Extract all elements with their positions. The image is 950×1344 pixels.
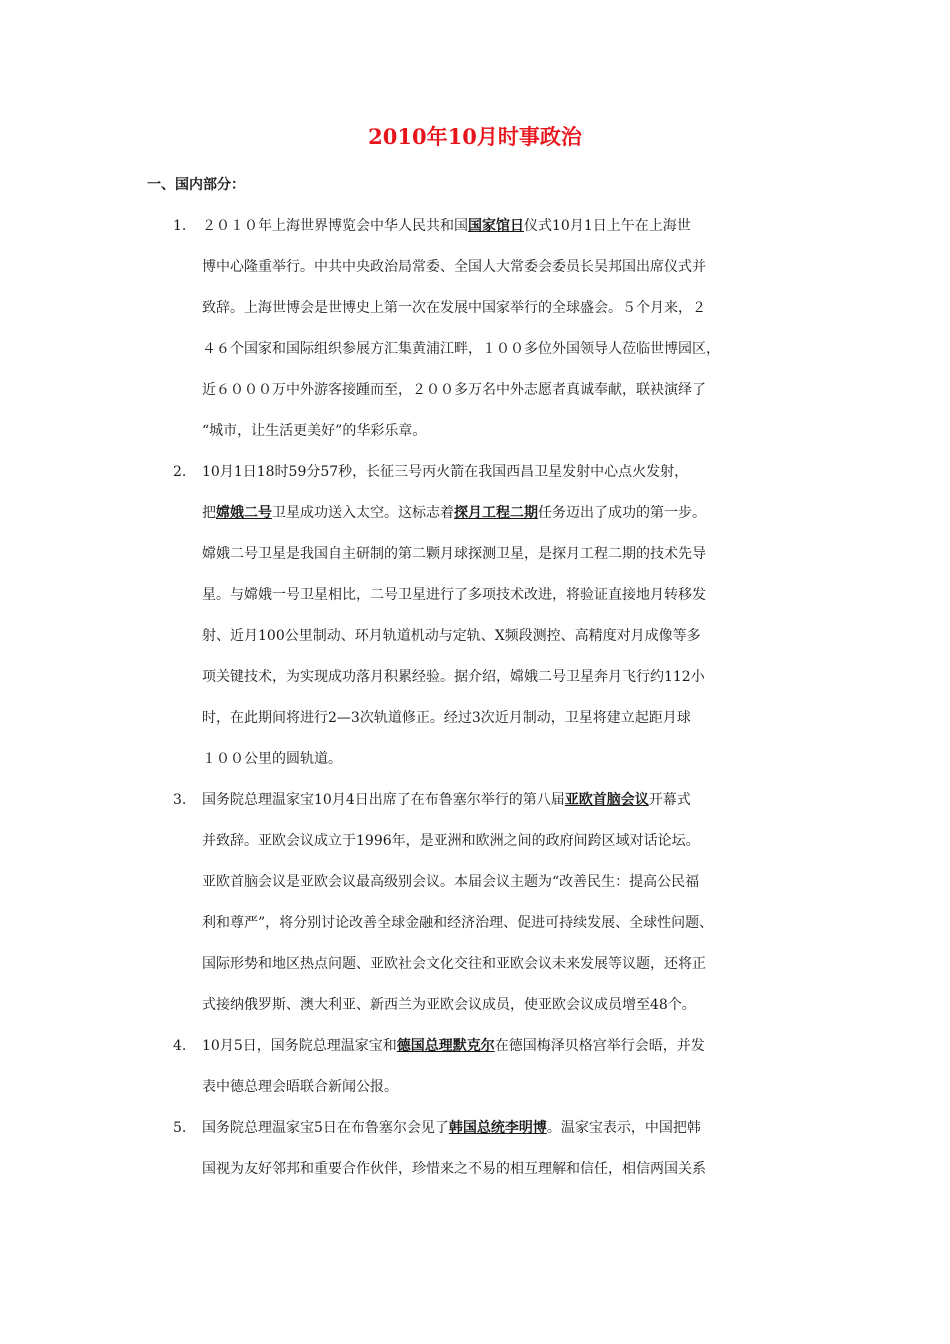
text-segment: 射、近月100公里制动、环月轨道机动与定轨、X频段测控、高精度对月成像等多 xyxy=(202,628,701,644)
list-item xyxy=(0,452,950,780)
text-segment: 表中德总理会晤联合新闻公报。 xyxy=(202,1079,398,1095)
section-heading: 一、国内部分： xyxy=(147,177,245,193)
news-item-list xyxy=(0,206,950,1190)
list-item xyxy=(0,780,950,1026)
text-segment: 仪式10月1日上午在上海世 xyxy=(524,218,691,234)
item-text-line xyxy=(202,329,822,370)
text-segment: 星。与嫦娥一号卫星相比，二号卫星进行了多项技术改进，将验证直接地月转移发 xyxy=(202,587,706,603)
list-item xyxy=(0,206,950,452)
text-segment: 国务院总理温家宝10月4日出席了在布鲁塞尔举行的第八届 xyxy=(202,792,565,808)
text-segment: 近６０００万中外游客接踵而至，２００多万名中外志愿者真诚奉献，联袂演绎了 xyxy=(202,382,706,398)
text-segment: 10月5日，国务院总理温家宝和 xyxy=(202,1038,397,1054)
text-segment: ２０１０年上海世界博览会中华人民共和国 xyxy=(202,218,468,234)
text-segment: 并致辞。亚欧会议成立于1996年，是亚洲和欧洲之间的政府间跨区域对话论坛。 xyxy=(202,833,700,849)
text-segment: “城市，让生活更美好”的华彩乐章。 xyxy=(202,423,427,439)
item-text-line xyxy=(202,780,822,821)
item-number: 4. xyxy=(173,1038,187,1054)
highlighted-term: 国家馆日 xyxy=(468,218,524,234)
text-segment: 项关键技术，为实现成功落月积累经验。据介绍，嫦娥二号卫星奔月飞行约112小 xyxy=(202,669,705,685)
item-text-line xyxy=(202,739,822,780)
text-segment: 亚欧首脑会议是亚欧会议最高级别会议。本届会议主题为“改善民生：提高公民福 xyxy=(202,874,700,890)
item-text-line xyxy=(202,1026,822,1067)
item-number: 5. xyxy=(173,1120,187,1136)
text-segment: 把 xyxy=(202,505,216,521)
document-title: 2010年10月时事政治 xyxy=(368,124,582,149)
text-segment: 利和尊严”，将分别讨论改善全球金融和经济治理、促进可持续发展、全球性问题、 xyxy=(202,915,714,931)
text-segment: 国务院总理温家宝5日在布鲁塞尔会见了 xyxy=(202,1120,449,1136)
highlighted-term: 德国总理默克尔 xyxy=(396,1038,495,1054)
text-segment: 时，在此期间将进行2—3次轨道修正。经过3次近月制动，卫星将建立起距月球 xyxy=(202,710,691,726)
text-segment: 10月1日18时59分57秒，长征三号丙火箭在我国西昌卫星发射中心点火发射， xyxy=(202,464,689,480)
text-segment: 国视为友好邻邦和重要合作伙伴，珍惜来之不易的相互理解和信任，相信两国关系 xyxy=(202,1161,706,1177)
item-text-line xyxy=(202,452,822,493)
item-text-line xyxy=(202,493,822,534)
item-text-line xyxy=(202,821,822,862)
list-item xyxy=(0,1108,950,1190)
item-text-line xyxy=(202,411,822,452)
item-text-line xyxy=(202,534,822,575)
item-number: 2. xyxy=(173,464,187,480)
item-number: 1. xyxy=(173,218,187,234)
text-segment: 任务迈出了成功的第一步。 xyxy=(538,505,706,521)
item-text-line xyxy=(202,206,822,247)
text-segment: 在德国梅泽贝格宫举行会晤，并发 xyxy=(494,1038,705,1054)
text-segment: ４６个国家和国际组织参展方汇集黄浦江畔，１００多位外国领导人莅临世博园区， xyxy=(202,341,720,357)
text-segment: 致辞。上海世博会是世博史上第一次在发展中国家举行的全球盛会。５个月来，２ xyxy=(202,300,706,316)
text-segment: 卫星成功送入太空。这标志着 xyxy=(272,505,454,521)
item-text-line xyxy=(202,985,822,1026)
item-text-line xyxy=(202,1108,822,1149)
item-text-line xyxy=(202,903,822,944)
item-text-line xyxy=(202,288,822,329)
item-text-line xyxy=(202,1067,822,1108)
text-segment: 。温家宝表示，中国把韩 xyxy=(546,1120,701,1136)
text-segment: 嫦娥二号卫星是我国自主研制的第二颗月球探测卫星，是探月工程二期的技术先导 xyxy=(202,546,706,562)
list-item xyxy=(0,1026,950,1108)
item-text-line xyxy=(202,862,822,903)
item-text-line xyxy=(202,616,822,657)
text-segment: １００公里的圆轨道。 xyxy=(202,751,342,767)
item-text-line xyxy=(202,1149,822,1190)
item-text-line xyxy=(202,698,822,739)
highlighted-term: 探月工程二期 xyxy=(454,505,538,521)
highlighted-term: 韩国总统李明博 xyxy=(448,1120,547,1136)
item-text-line xyxy=(202,575,822,616)
highlighted-term: 亚欧首脑会议 xyxy=(564,792,649,808)
item-text-line xyxy=(202,657,822,698)
item-text-line xyxy=(202,247,822,288)
text-segment: 博中心隆重举行。中共中央政治局常委、全国人大常委会委员长吴邦国出席仪式并 xyxy=(202,259,706,275)
text-segment: 式接纳俄罗斯、澳大利亚、新西兰为亚欧会议成员，使亚欧会议成员增至48个。 xyxy=(202,997,696,1013)
highlighted-term: 嫦娥二号 xyxy=(216,505,272,521)
item-text-line xyxy=(202,370,822,411)
text-segment: 开幕式 xyxy=(648,792,691,808)
item-text-line xyxy=(202,944,822,985)
item-number: 3. xyxy=(173,792,187,808)
text-segment: 国际形势和地区热点问题、亚欧社会文化交往和亚欧会议未来发展等议题，还将正 xyxy=(202,956,706,972)
